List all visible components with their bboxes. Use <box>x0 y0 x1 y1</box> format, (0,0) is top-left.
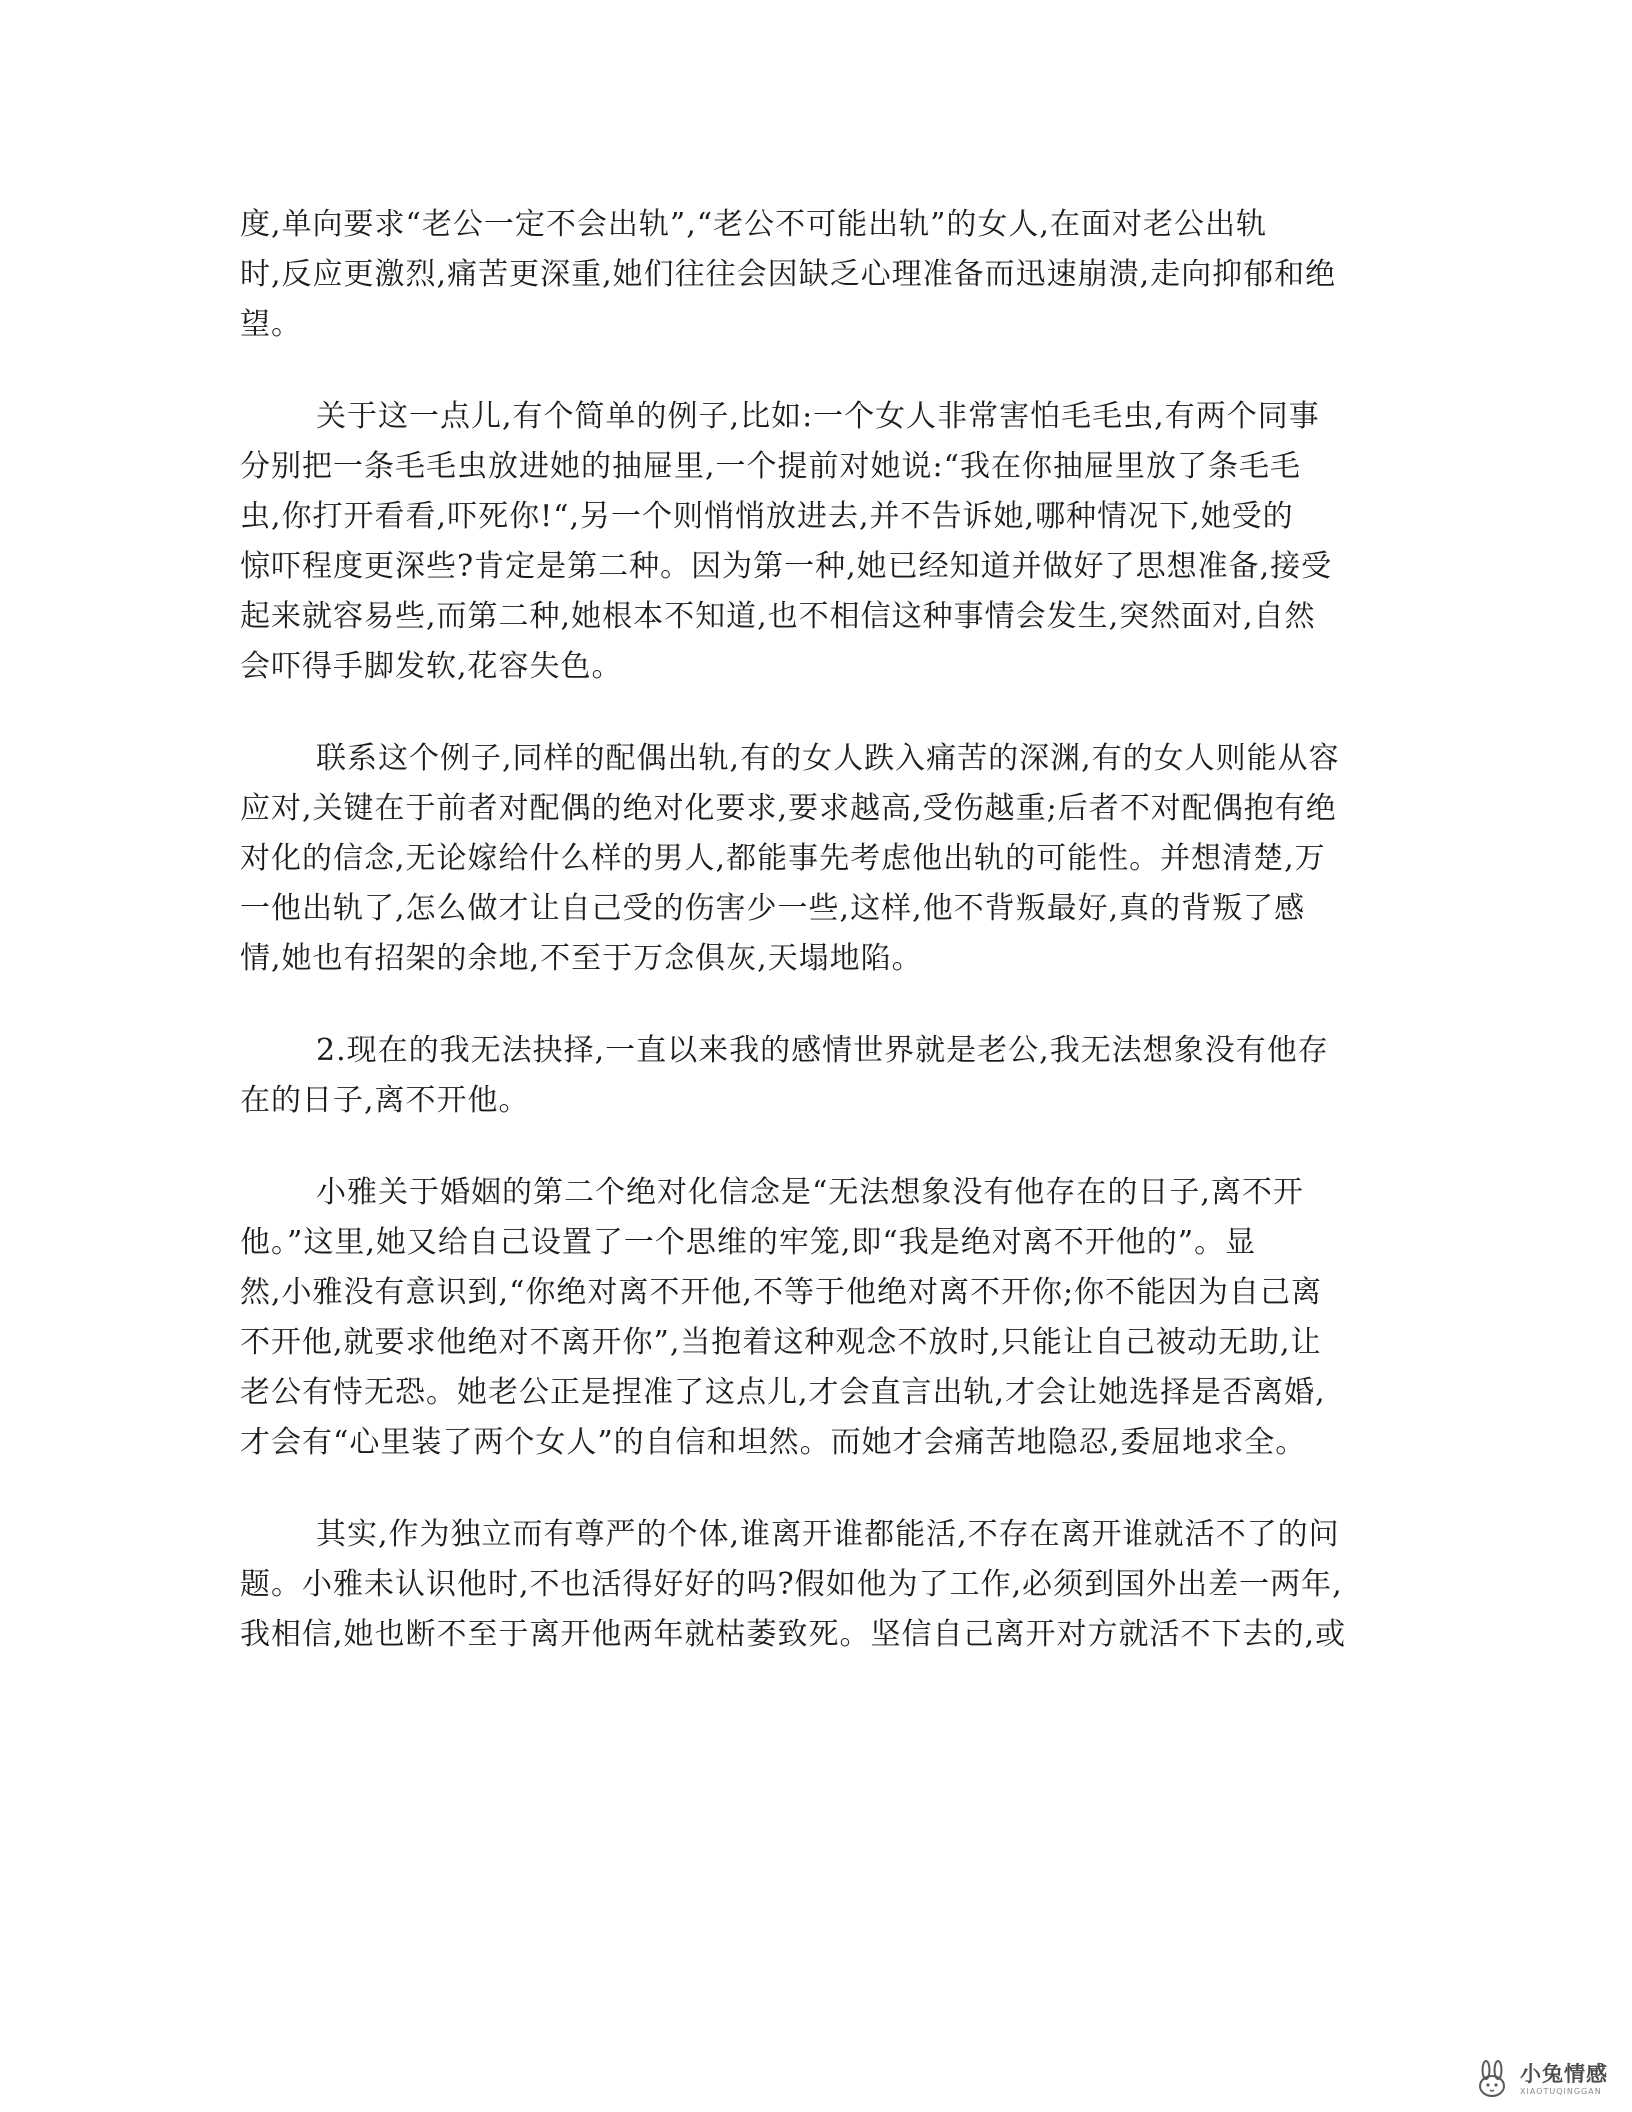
paragraph-6 <box>240 1510 1390 1660</box>
text-line: 对化的信念,无论嫁给什么样的男人,都能事先考虑他出轨的可能性。并想清楚,万 <box>240 841 1326 876</box>
text-line: 虫,你打开看看,吓死你!“,另一个则悄悄放进去,并不告诉她,哪种情况下,她受的 <box>240 499 1294 534</box>
text-line: 一他出轨了,怎么做才让自己受的伤害少一些,这样,他不背叛最好,真的背叛了感 <box>240 891 1306 926</box>
site-watermark <box>1472 2060 1608 2100</box>
text-line: 应对,关键在于前者对配偶的绝对化要求,要求越高,受伤越重;后者不对配偶抱有绝 <box>240 791 1337 826</box>
text-line: 才会有“心里装了两个女人”的自信和坦然。而她才会痛苦地隐忍,委屈地求全。 <box>240 1425 1307 1460</box>
text-line: 分别把一条毛毛虫放进她的抽屉里,一个提前对她说:“我在你抽屉里放了条毛毛 <box>240 449 1301 484</box>
text-line: 然,小雅没有意识到,“你绝对离不开他,不等于他绝对离不开你;你不能因为自己离 <box>240 1275 1323 1310</box>
text-line: 情,她也有招架的余地,不至于万念俱灰,天塌地陷。 <box>240 941 923 976</box>
text-line: 不开他,就要求他绝对不离开你”,当抱着这种观念不放时,只能让自己被动无助,让 <box>240 1325 1322 1360</box>
text-line: 起来就容易些,而第二种,她根本不知道,也不相信这种事情会发生,突然面对,自然 <box>240 599 1316 634</box>
rabbit-icon <box>1472 2060 1512 2100</box>
text-line: 惊吓程度更深些?肯定是第二种。因为第一种,她已经知道并做好了思想准备,接受 <box>240 549 1333 584</box>
text-line: 度,单向要求“老公一定不会出轨”,“老公不可能出轨”的女人,在面对老公出轨 <box>240 207 1267 242</box>
text-line: 他。”这里,她又给自己设置了一个思维的牢笼,即“我是绝对离不开他的”。显 <box>240 1225 1257 1260</box>
article-body <box>240 200 1390 1702</box>
text-line: 我相信,她也断不至于离开他两年就枯萎致死。坚信自己离开对方就活不下去的,或 <box>240 1617 1347 1652</box>
paragraph-5 <box>240 1168 1390 1468</box>
text-line: 望。 <box>240 307 302 342</box>
text-line: 会吓得手脚发软,花容失色。 <box>240 649 623 684</box>
text-line: 关于这一点儿,有个简单的例子,比如:一个女人非常害怕毛毛虫,有两个同事 <box>316 399 1320 434</box>
text-line: 小雅关于婚姻的第二个绝对化信念是“无法想象没有他存在的日子,离不开 <box>316 1175 1304 1210</box>
text-line: 2.现在的我无法抉择,一直以来我的感情世界就是老公,我无法想象没有他存 <box>316 1033 1329 1068</box>
paragraph-4 <box>240 1026 1390 1126</box>
text-line: 联系这个例子,同样的配偶出轨,有的女人跌入痛苦的深渊,有的女人则能从容 <box>316 741 1340 776</box>
paragraph-3 <box>240 734 1390 984</box>
watermark-title: 小兔情感 <box>1520 2062 1608 2086</box>
text-line: 其实,作为独立而有尊严的个体,谁离开谁都能活,不存在离开谁就活不了的问 <box>316 1517 1340 1552</box>
text-line: 在的日子,离不开他。 <box>240 1083 530 1118</box>
watermark-text <box>1520 2064 1608 2096</box>
text-line: 老公有恃无恐。她老公正是捏准了这点儿,才会直言出轨,才会让她选择是否离婚, <box>240 1375 1326 1410</box>
paragraph-1 <box>240 200 1390 350</box>
text-line: 时,反应更激烈,痛苦更深重,她们往往会因缺乏心理准备而迅速崩溃,走向抑郁和绝 <box>240 257 1337 292</box>
watermark-subtitle: XIAOTUQINGGAN <box>1520 2087 1602 2096</box>
text-line: 题。小雅未认识他时,不也活得好好的吗?假如他为了工作,必须到国外出差一两年, <box>240 1567 1343 1602</box>
paragraph-2 <box>240 392 1390 692</box>
